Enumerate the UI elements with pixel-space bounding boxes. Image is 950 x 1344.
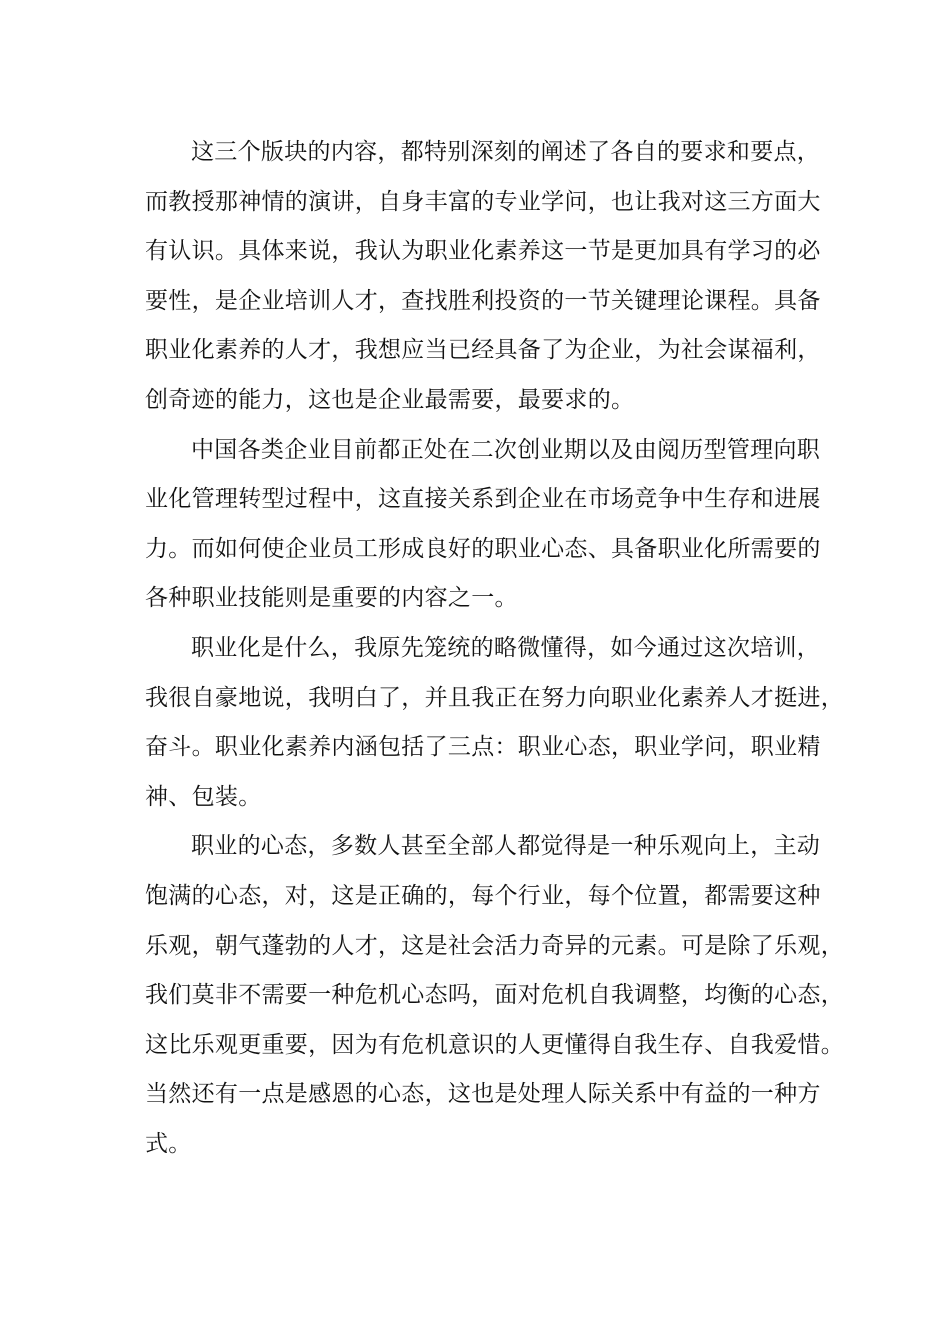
paragraph-3-line-4: 神、包装。: [145, 783, 262, 810]
paragraph-4-line-6: 当然还有一点是感恩的心态，这也是处理人际关系中有益的一种方: [145, 1081, 821, 1108]
paragraph-2-line-1: 中国各类企业目前都正处在二次创业期以及由阅历型管理向职: [191, 436, 821, 463]
paragraph-1-line-3: 有认识。具体来说，我认为职业化素养这一节是更加具有学习的必: [145, 238, 821, 265]
document-body: [145, 128, 844, 1169]
paragraph-4-line-7: 式。: [145, 1130, 192, 1157]
paragraph-3-line-1: 职业化是什么，我原先笼统的略微懂得，如今通过这次培训，: [191, 634, 821, 661]
paragraph-4-line-1: 职业的心态，多数人甚至全部人都觉得是一种乐观向上，主动: [191, 833, 821, 860]
paragraph-3-line-2: 我很自豪地说，我明白了，并且我正在努力向职业化素养人才挺进，: [145, 684, 844, 711]
paragraph-4-line-2: 饱满的心态，对，这是正确的，每个行业，每个位置，都需要这种: [145, 882, 821, 909]
paragraph-1-line-2: 而教授那神情的演讲，自身丰富的专业学问，也让我对这三方面大: [145, 188, 821, 215]
paragraph-2-line-3: 力。而如何使企业员工形成良好的职业心态、具备职业化所需要的: [145, 535, 821, 562]
paragraph-1-line-5: 职业化素养的人才，我想应当已经具备了为企业，为社会谋福利，: [145, 337, 821, 364]
paragraph-1-line-1: 这三个版块的内容，都特别深刻的阐述了各自的要求和要点，: [191, 139, 821, 165]
paragraph-1-line-6: 创奇迹的能力，这也是企业最需要，最要求的。: [145, 386, 635, 413]
paragraph-4-line-4: 我们莫非不需要一种危机心态吗，面对危机自我调整，均衡的心态，: [145, 982, 844, 1009]
paragraph-2-line-4: 各种职业技能则是重要的内容之一。: [145, 585, 518, 612]
paragraph-4-line-5: 这比乐观更重要，因为有危机意识的人更懂得自我生存、自我爱惜。: [145, 1031, 844, 1058]
paragraph-2-line-2: 业化管理转型过程中，这直接关系到企业在市场竞争中生存和进展: [145, 486, 821, 513]
paragraph-4-line-3: 乐观，朝气蓬勃的人才，这是社会活力奇异的元素。可是除了乐观，: [145, 932, 844, 959]
paragraph-1-line-4: 要性，是企业培训人才，查找胜利投资的一节关键理论课程。具备: [145, 287, 821, 314]
paragraph-3-line-3: 奋斗。职业化素养内涵包括了三点：职业心态，职业学问，职业精: [145, 734, 821, 761]
